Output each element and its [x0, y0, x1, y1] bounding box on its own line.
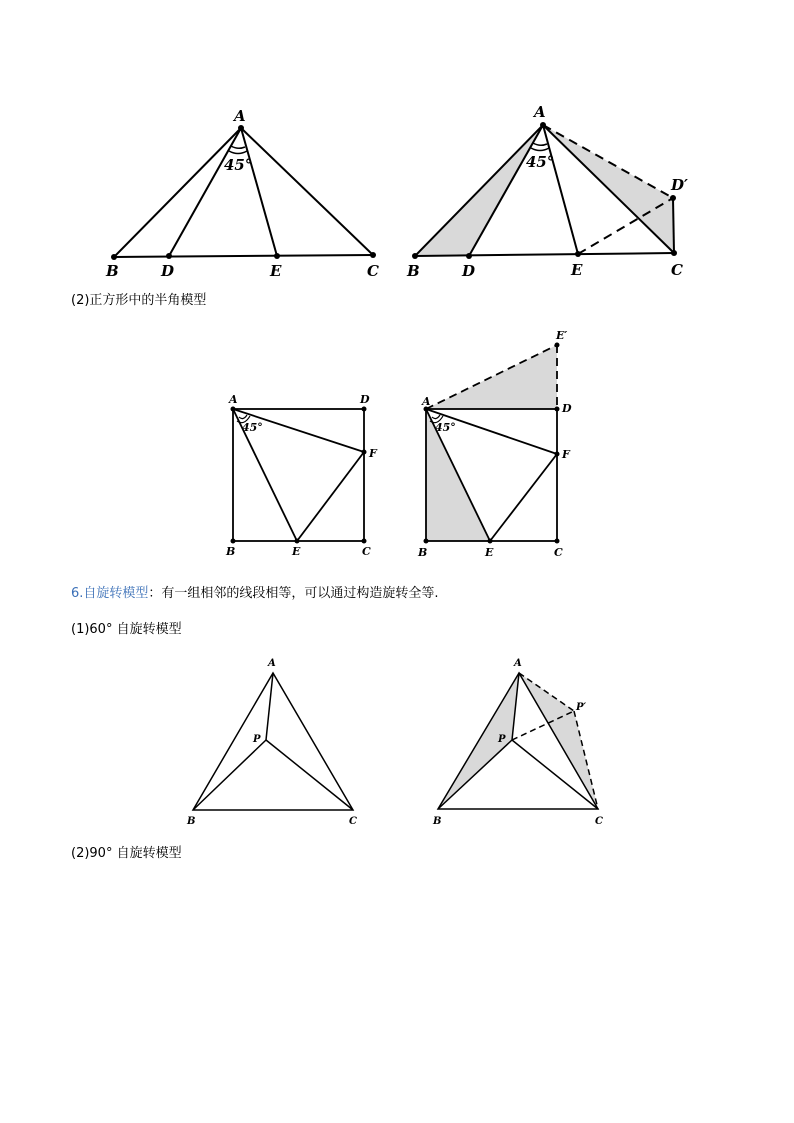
square-left-label-e: E [292, 545, 301, 558]
equi-left-label-a: A [268, 658, 276, 669]
triangle-left-label-b: B [106, 262, 119, 280]
equi-right-label-b: B [433, 816, 442, 827]
square-left-label-c: C [362, 545, 371, 558]
triangle-right-angle-label: 45° [526, 153, 555, 171]
triangle-left-points [111, 125, 376, 260]
triangle-right-label-c: C [671, 261, 683, 279]
equi-right-label-a: A [514, 658, 522, 669]
triangle-left-label-e: E [270, 262, 282, 280]
square-right-angle-label: 45° [435, 421, 456, 434]
square-right-label-e-prime: E′ [556, 329, 568, 342]
triangle-right-label-d: D [462, 262, 476, 280]
triangle-half-angle-figure-right [412, 122, 677, 259]
square-right-label-f: F [562, 448, 570, 461]
triangle-right-label-a: A [534, 103, 546, 121]
subsection-title-90: (2)90° 自旋转模型 [71, 846, 182, 861]
equi-right-label-p-prime: P′ [576, 702, 587, 713]
section-heading-description: ：有一组相邻的线段相等，可以通过构造旋转全等. [148, 586, 439, 601]
equilateral-self-rotation-figure-right [438, 673, 598, 809]
square-left-label-f: F [369, 447, 377, 460]
section-title-square-half-angle: (2)正方形中的半角模型 [71, 293, 207, 308]
equi-right-label-c: C [595, 816, 603, 827]
square-right-label-c: C [554, 546, 563, 559]
triangle-left-label-a: A [234, 107, 246, 125]
square-right-label-b: B [418, 546, 428, 559]
square-left-angle-label: 45° [242, 421, 263, 434]
square-left-label-b: B [226, 545, 236, 558]
triangle-half-angle-figure-left [114, 128, 373, 257]
triangle-left-angle-label: 45° [224, 156, 253, 174]
triangle-right-label-e: E [571, 261, 583, 279]
subsection-title-60: (1)60° 自旋转模型 [71, 622, 182, 637]
square-left-label-d: D [360, 393, 370, 406]
square-right-label-e: E [485, 546, 494, 559]
section-heading-label: 6.自旋转模型 [71, 586, 149, 601]
triangle-right-label-d-prime: D′ [671, 176, 688, 194]
square-left-label-a: A [229, 393, 238, 406]
equilateral-self-rotation-figure-left [193, 673, 353, 810]
equi-left-label-p: P [253, 734, 261, 745]
equi-right-label-p: P [498, 734, 506, 745]
triangle-left-label-c: C [367, 262, 379, 280]
triangle-left-label-d: D [161, 262, 175, 280]
square-right-label-a: A [422, 395, 431, 408]
equi-left-label-c: C [349, 816, 357, 827]
triangle-right-label-b: B [407, 262, 420, 280]
square-right-label-d: D [562, 402, 572, 415]
square-half-angle-figure-right [424, 343, 560, 544]
equi-left-label-b: B [187, 816, 196, 827]
